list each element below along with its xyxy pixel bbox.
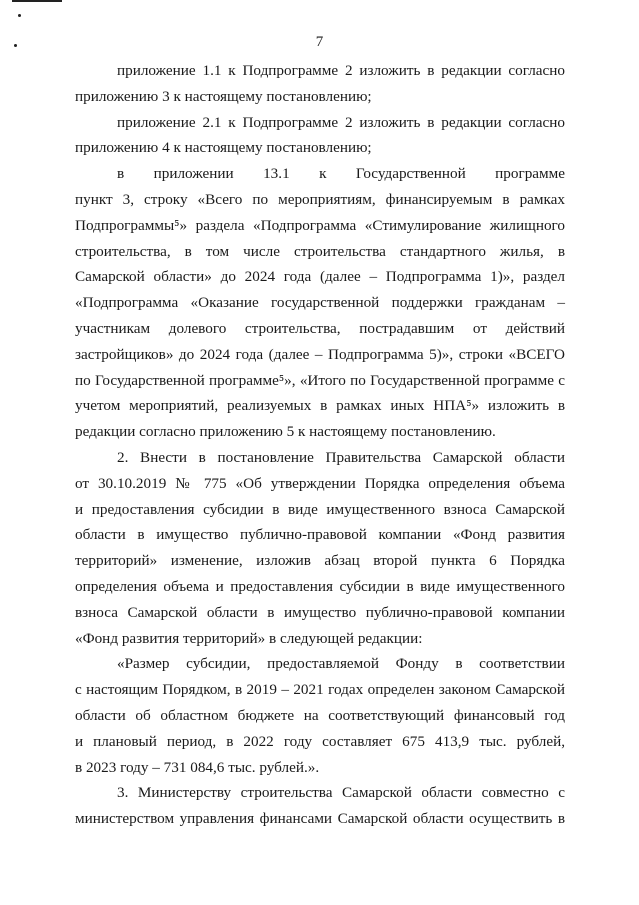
text-line: «Фонд развития территорий» в следующей редакции:: [75, 629, 423, 647]
text-line: и предоставления субсидии в виде имущественного взноса Самарской: [75, 500, 565, 518]
text-line: «Подпрограмма «Оказание государственной поддержки гражданам –: [75, 294, 565, 312]
text-line: Подпрограммы⁵» раздела «Подпрограмма «Стимулирование жилищного: [75, 216, 565, 234]
text-line: застройщиков» до 2024 года (далее – Подпрограмма 5)», строки «ВСЕГО: [75, 345, 565, 363]
text-line: в приложении 13.1 к Государственной программе: [117, 165, 565, 183]
text-line: приложение 1.1 к Подпрограмме 2 изложить в редакции согласно: [117, 62, 565, 79]
text-line: пункт 3, строку «Всего по мероприятиям, финансируемым в рамках: [75, 190, 565, 208]
text-line: учетом мероприятий, реализуемых в рамках иных НПА⁵» изложить в: [75, 397, 565, 415]
text-line: 2. Внести в постановление Правительства Самарской области: [117, 448, 565, 466]
text-line: приложению 4 к настоящему постановлению;: [75, 139, 372, 157]
scan-mark: [12, 0, 62, 2]
text-line: участникам долевого строительства, пострадавшим от действий: [75, 319, 565, 337]
document-body: [75, 58, 565, 832]
text-line: от 30.10.2019 № 775 «Об утверждении Порядка определения объема: [75, 474, 565, 492]
text-line: «Размер субсидии, предоставляемой Фонду в соответствии: [117, 655, 565, 673]
scan-mark: [18, 14, 21, 17]
text-line: области об областном бюджете на соответствующий финансовый год: [75, 706, 565, 724]
text-line: области в имущество публично-правовой компании «Фонд развития: [75, 526, 565, 544]
text-line: министерством управления финансами Самарской области осуществить в: [75, 810, 565, 828]
text-line: взноса Самарской области в имущество публично-правовой компании: [75, 603, 565, 621]
text-line: по Государственной программе⁵», «Итого по Государственной программе с: [75, 371, 565, 389]
text-line: приложению 3 к настоящему постановлению;: [75, 87, 372, 105]
text-line: территорий» изменение, изложив абзац второй пункта 6 Порядка: [75, 552, 565, 570]
text-line: и плановый период, в 2022 году составляет 675 413,9 тыс. рублей,: [75, 732, 565, 750]
text-line: строительства, в том числе строительства стандартного жилья, в: [75, 242, 565, 260]
text-line: редакции согласно приложению 5 к настоящему постановлению.: [75, 423, 496, 441]
text-line: в 2023 году – 731 084,6 тыс. рублей.».: [75, 758, 320, 776]
text-line: с настоящим Порядком, в 2019 – 2021 годах определен законом Самарской: [75, 681, 565, 699]
text-line: Самарской области» до 2024 года (далее – Подпрограмма 1)», раздел: [75, 268, 565, 286]
text-line: приложение 2.1 к Подпрограмме 2 изложить в редакции согласно: [117, 113, 565, 131]
page-number: 7: [315, 34, 324, 50]
text-line: определения объема и предоставления субсидии в виде имущественного: [75, 577, 565, 595]
text-line: 3. Министерству строительства Самарской области совместно с: [117, 784, 565, 802]
